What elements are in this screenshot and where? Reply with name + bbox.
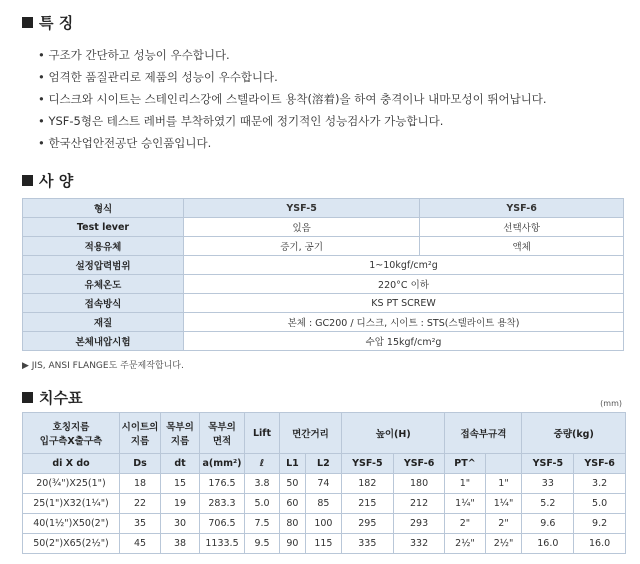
dim-cell: 293 [393, 514, 445, 534]
dim-cell: 2½" [485, 534, 522, 554]
dim-cell: 20(¾")X25(1") [23, 474, 120, 494]
dim-cell: 25(1")X32(1¼") [23, 494, 120, 514]
dim-header-cell: 접속부규격 [445, 413, 522, 454]
dim-cell: 1¼" [445, 494, 485, 514]
spec-cell: 220°C 이하 [184, 275, 624, 294]
dim-subheader-cell: L2 [305, 454, 341, 474]
dim-subheader-row [23, 454, 626, 474]
dim-cell: 16.0 [522, 534, 574, 554]
dim-subheader-cell: Ds [120, 454, 161, 474]
spec-row-label: 본체내압시험 [23, 332, 184, 351]
dim-cell: 30 [161, 514, 200, 534]
spec-cell: 수압 15kgf/cm²g [184, 332, 624, 351]
dim-cell: 706.5 [200, 514, 245, 534]
square-bullet-icon [22, 392, 33, 403]
spec-row-label: 유체온도 [23, 275, 184, 294]
square-bullet-icon [22, 17, 33, 28]
spec-cell: KS PT SCREW [184, 294, 624, 313]
features-title [22, 12, 73, 33]
spec-row [23, 313, 624, 332]
spec-title [22, 170, 73, 191]
dim-header-cell: 면간거리 [280, 413, 342, 454]
dim-cell: 2½" [445, 534, 485, 554]
dim-subheader-cell: YSF-5 [522, 454, 574, 474]
dim-cell: 180 [393, 474, 445, 494]
feature-item: • 디스크와 시이트는 스테인리스강에 스텔라이트 용착(溶着)을 하여 충격이나 내마모성이 뛰어납니다. [38, 88, 547, 110]
dim-cell: 115 [305, 534, 341, 554]
spec-row-label: 설정압력범위 [23, 256, 184, 275]
dim-cell: 2" [485, 514, 522, 534]
spec-row [23, 275, 624, 294]
dim-subheader-cell: YSF-6 [393, 454, 445, 474]
dim-cell: 50(2")X65(2½") [23, 534, 120, 554]
dim-cell: 1¼" [485, 494, 522, 514]
feature-item: • 엄격한 품질관리로 제품의 성능이 우수합니다. [38, 66, 547, 88]
dim-header-cell: 호칭지름 입구측X출구측 [23, 413, 120, 454]
spec-row [23, 218, 624, 237]
dim-cell: 9.2 [574, 514, 626, 534]
spec-header-cell: 형식 [23, 199, 184, 218]
dim-row [23, 494, 626, 514]
spec-cell: 액체 [420, 237, 624, 256]
features-list [38, 44, 547, 154]
dim-cell: 5.2 [522, 494, 574, 514]
dim-cell: 50 [280, 474, 306, 494]
dimensions-table [22, 412, 626, 554]
dim-cell: 283.3 [200, 494, 245, 514]
dim-row [23, 514, 626, 534]
features-title-text: 특 징 [39, 14, 74, 32]
dim-subheader-cell: L1 [280, 454, 306, 474]
dim-cell: 16.0 [574, 534, 626, 554]
dim-cell: 33 [522, 474, 574, 494]
spec-header-cell: YSF-5 [184, 199, 420, 218]
dim-cell: 3.8 [245, 474, 280, 494]
dim-cell: 100 [305, 514, 341, 534]
spec-cell: 있음 [184, 218, 420, 237]
dim-row [23, 474, 626, 494]
dim-header-cell: 시이트의 지름 [120, 413, 161, 454]
dim-cell: 19 [161, 494, 200, 514]
dim-header-cell: 목부의 면적 [200, 413, 245, 454]
spec-row-label: Test lever [23, 218, 184, 237]
dim-subheader-cell: YSF-6 [574, 454, 626, 474]
dim-cell: 90 [280, 534, 306, 554]
square-bullet-icon [22, 175, 33, 186]
dimensions-title [22, 387, 82, 408]
spec-title-text: 사 양 [39, 172, 74, 190]
dim-subheader-cell: ℓ [245, 454, 280, 474]
dim-cell: 9.6 [522, 514, 574, 534]
dim-cell: 40(1½")X50(2") [23, 514, 120, 534]
spec-cell: 본체 : GC200 / 디스크, 시이트 : STS(스텔라이트 용착) [184, 313, 624, 332]
dim-cell: 182 [341, 474, 393, 494]
dim-cell: 2" [445, 514, 485, 534]
spec-header-cell: YSF-6 [420, 199, 624, 218]
dim-cell: 1" [445, 474, 485, 494]
dim-header-cell: Lift [245, 413, 280, 454]
dim-cell: 15 [161, 474, 200, 494]
dim-row [23, 534, 626, 554]
dim-subheader-cell: YSF-5 [341, 454, 393, 474]
dim-cell: 7.5 [245, 514, 280, 534]
dim-subheader-cell: a(mm²) [200, 454, 245, 474]
spec-table [22, 198, 624, 351]
dim-cell: 295 [341, 514, 393, 534]
dim-cell: 74 [305, 474, 341, 494]
spec-row [23, 332, 624, 351]
spec-cell: 1~10kgf/cm²g [184, 256, 624, 275]
dim-cell: 60 [280, 494, 306, 514]
dim-cell: 1133.5 [200, 534, 245, 554]
dim-header-cell: 높이(H) [341, 413, 444, 454]
dim-cell: 176.5 [200, 474, 245, 494]
spec-row-label: 접속방식 [23, 294, 184, 313]
spec-row-label: 재질 [23, 313, 184, 332]
spec-cell: 선택사항 [420, 218, 624, 237]
spec-row-label: 적용유체 [23, 237, 184, 256]
dim-cell: 212 [393, 494, 445, 514]
dim-cell: 215 [341, 494, 393, 514]
spec-cell: 증기, 공기 [184, 237, 420, 256]
dim-cell: 5.0 [245, 494, 280, 514]
dim-header-cell: 중량(kg) [522, 413, 626, 454]
dim-cell: 35 [120, 514, 161, 534]
dim-cell: 335 [341, 534, 393, 554]
dim-subheader-cell: di X do [23, 454, 120, 474]
dim-cell: 1" [485, 474, 522, 494]
dim-cell: 38 [161, 534, 200, 554]
dim-cell: 5.0 [574, 494, 626, 514]
dim-cell: 80 [280, 514, 306, 534]
spec-header-row [23, 199, 624, 218]
dim-cell: 18 [120, 474, 161, 494]
dim-subheader-cell [485, 454, 522, 474]
dim-header-row [23, 413, 626, 454]
dim-cell: 22 [120, 494, 161, 514]
dim-cell: 85 [305, 494, 341, 514]
spec-row [23, 237, 624, 256]
dim-header-cell: 목부의 지름 [161, 413, 200, 454]
feature-item: • 구조가 간단하고 성능이 우수합니다. [38, 44, 547, 66]
dim-subheader-cell: PT^ [445, 454, 485, 474]
spec-note: ▶ JIS, ANSI FLANGE도 주문제작합니다. [22, 361, 184, 371]
feature-item: • YSF-5형은 테스트 레버를 부착하였기 때문에 정기적인 성능검사가 가능합니다. [38, 110, 547, 132]
dim-cell: 45 [120, 534, 161, 554]
dimensions-title-text: 치수표 [39, 389, 83, 407]
spec-row [23, 294, 624, 313]
spec-row [23, 256, 624, 275]
dim-cell: 332 [393, 534, 445, 554]
feature-item: • 한국산업안전공단 승인품입니다. [38, 132, 547, 154]
dim-cell: 9.5 [245, 534, 280, 554]
dim-subheader-cell: dt [161, 454, 200, 474]
dim-cell: 3.2 [574, 474, 626, 494]
unit-label: (mm) [600, 399, 622, 408]
